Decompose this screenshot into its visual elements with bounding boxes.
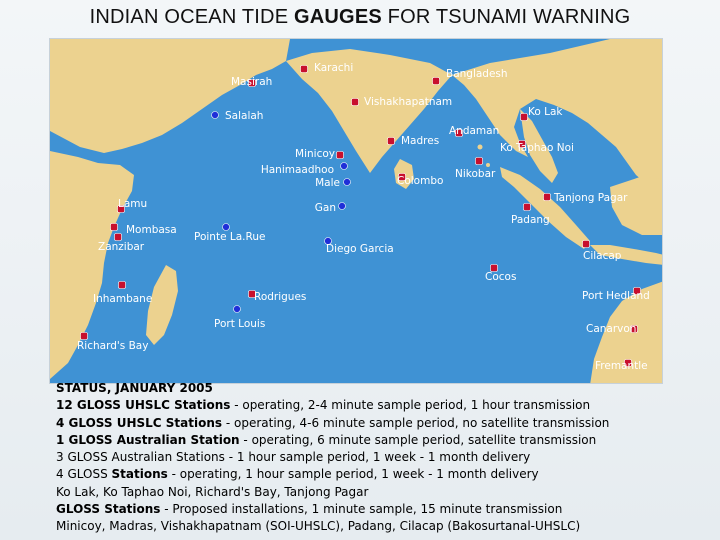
station-label-gan: Gan xyxy=(314,202,336,214)
title-part-3: FOR TSUNAMI WARNING xyxy=(387,6,631,28)
station-label-male: Male xyxy=(315,177,340,189)
station-marker-port-louis xyxy=(234,306,241,313)
station-label-port-louis: Port Louis xyxy=(214,318,266,330)
station-label-cilacap: Cilacap xyxy=(583,250,622,262)
station-label-padang: Padang xyxy=(511,214,550,226)
station-label-vishakhapatnam: Vishakhapatnam xyxy=(364,96,453,108)
station-label-carnarvon: Canarvon xyxy=(586,323,637,335)
station-label-fremantle: Fremantle xyxy=(595,360,648,372)
station-ko-taphao-noi xyxy=(500,141,574,155)
station-masirah xyxy=(231,76,272,88)
status-block xyxy=(56,380,716,536)
status-line-8-text: Minicoy, Madras, Vishakhapatnam (SOI-UHSLC), Padang, Cilacap (Bakosurtanal-UHSLC) xyxy=(56,519,581,534)
station-label-karachi: Karachi xyxy=(314,62,354,74)
status-line-2-bold: 4 GLOSS UHSLC Stations xyxy=(56,415,223,430)
station-label-colombo: Colombo xyxy=(397,175,444,187)
status-line-3 xyxy=(56,432,716,449)
station-andaman xyxy=(449,125,499,137)
station-marker-inhambane xyxy=(119,282,126,289)
status-line-1 xyxy=(56,397,716,414)
status-line-7-text: - Proposed installations, 1 minute sample, 15 minute transmission xyxy=(160,502,563,517)
station-marker-nikobar xyxy=(476,158,483,165)
status-heading-text: STATUS, JANUARY 2005 xyxy=(56,381,213,395)
status-line-7-bold: GLOSS Stations xyxy=(56,502,161,517)
station-marker-mombasa xyxy=(111,224,118,231)
station-colombo xyxy=(397,174,443,188)
land-andaman-islands xyxy=(478,145,483,150)
station-label-masirah: Masirah xyxy=(231,76,273,88)
station-label-port-hedland: Port Hedland xyxy=(582,290,650,302)
station-rodrigues xyxy=(249,291,307,304)
station-marker-padang xyxy=(524,204,531,211)
title-part-1: INDIAN OCEAN TIDE xyxy=(89,6,289,28)
station-marker-hanimaadhoo xyxy=(341,163,348,170)
status-line-6 xyxy=(56,484,716,501)
status-line-8 xyxy=(56,518,716,535)
station-marker-richards-bay xyxy=(81,333,88,340)
status-heading xyxy=(56,380,716,397)
land-nicobar-islands xyxy=(486,163,490,167)
station-marker-gan xyxy=(339,203,346,210)
station-marker-madres xyxy=(388,138,395,145)
station-label-ko-taphao-noi: Ko Taphao Noi xyxy=(500,142,574,154)
status-line-4-text: 3 GLOSS Australian Stations - 1 hour sample period, 1 week - 1 month delivery xyxy=(56,450,531,465)
station-label-mombasa: Mombasa xyxy=(126,224,177,236)
station-label-zanzibar: Zanzibar xyxy=(98,241,145,253)
status-line-4 xyxy=(56,449,716,466)
station-port-hedland xyxy=(582,288,650,303)
station-marker-vishakhapatnam xyxy=(352,99,359,106)
station-vishakhapatnam xyxy=(352,96,453,108)
status-line-7 xyxy=(56,501,716,518)
station-marker-cilacap xyxy=(583,241,590,248)
station-label-ko-lak: Ko Lak xyxy=(528,106,563,118)
station-label-bangladesh: Bangladesh xyxy=(446,68,508,80)
station-label-inhambane: Inhambane xyxy=(93,293,153,305)
station-marker-pointe-larue xyxy=(223,224,230,231)
station-label-diego-garcia: Diego Garcia xyxy=(326,243,394,255)
status-line-6-text: Ko Lak, Ko Taphao Noi, Richard's Bay, Tanjong Pagar xyxy=(56,484,369,499)
station-label-hanimaadhoo: Hanimaadhoo xyxy=(260,164,334,176)
station-marker-zanzibar xyxy=(115,234,122,241)
status-line-2-text: - operating, 4-6 minute sample period, no satellite transmission xyxy=(222,415,610,430)
status-line-5-bold: Stations xyxy=(111,467,168,482)
station-marker-minicoy xyxy=(337,152,344,159)
station-label-lamu: Lamu xyxy=(118,198,148,210)
station-label-cocos: Cocos xyxy=(485,271,517,283)
title-part-2: GAUGES xyxy=(294,6,382,28)
station-tanjong-pagar xyxy=(544,192,629,204)
slide-title xyxy=(0,6,720,29)
station-label-nikobar: Nikobar xyxy=(455,168,496,180)
status-line-1-bold: 12 GLOSS UHSLC Stations xyxy=(56,398,231,413)
station-label-rodrigues: Rodrigues xyxy=(254,291,307,303)
station-label-madres: Madres xyxy=(401,135,440,147)
station-label-minicoy: Minicoy xyxy=(295,148,335,160)
status-line-3-text: - operating, 6 minute sample period, satellite transmission xyxy=(239,432,597,447)
station-marker-male xyxy=(344,179,351,186)
status-line-3-bold: 1 GLOSS Australian Station xyxy=(56,432,240,447)
station-label-salalah: Salalah xyxy=(225,110,264,122)
status-line-1-text: - operating, 2-4 minute sample period, 1 hour transmission xyxy=(230,398,591,413)
station-marker-karachi xyxy=(301,66,308,73)
station-fremantle xyxy=(595,360,648,373)
station-label-tanjong-pagar: Tanjong Pagar xyxy=(554,192,628,204)
status-line-5-text: - operating, 1 hour sample period, 1 week - 1 month delivery xyxy=(167,467,539,482)
indian-ocean-map xyxy=(49,38,663,384)
status-line-5-prefix: 4 GLOSS xyxy=(56,467,112,482)
station-carnarvon xyxy=(586,323,638,335)
station-marker-salalah xyxy=(212,112,219,119)
station-label-richards-bay: Richard's Bay xyxy=(77,340,149,352)
status-line-5 xyxy=(56,466,716,483)
map-canvas xyxy=(50,39,663,384)
station-marker-ko-lak xyxy=(521,114,528,121)
station-label-pointe-larue: Pointe La.Rue xyxy=(194,231,266,243)
status-line-2 xyxy=(56,415,716,432)
station-label-andaman: Andaman xyxy=(449,125,500,137)
station-marker-tanjong-pagar xyxy=(544,194,551,201)
station-marker-bangladesh xyxy=(433,78,440,85)
